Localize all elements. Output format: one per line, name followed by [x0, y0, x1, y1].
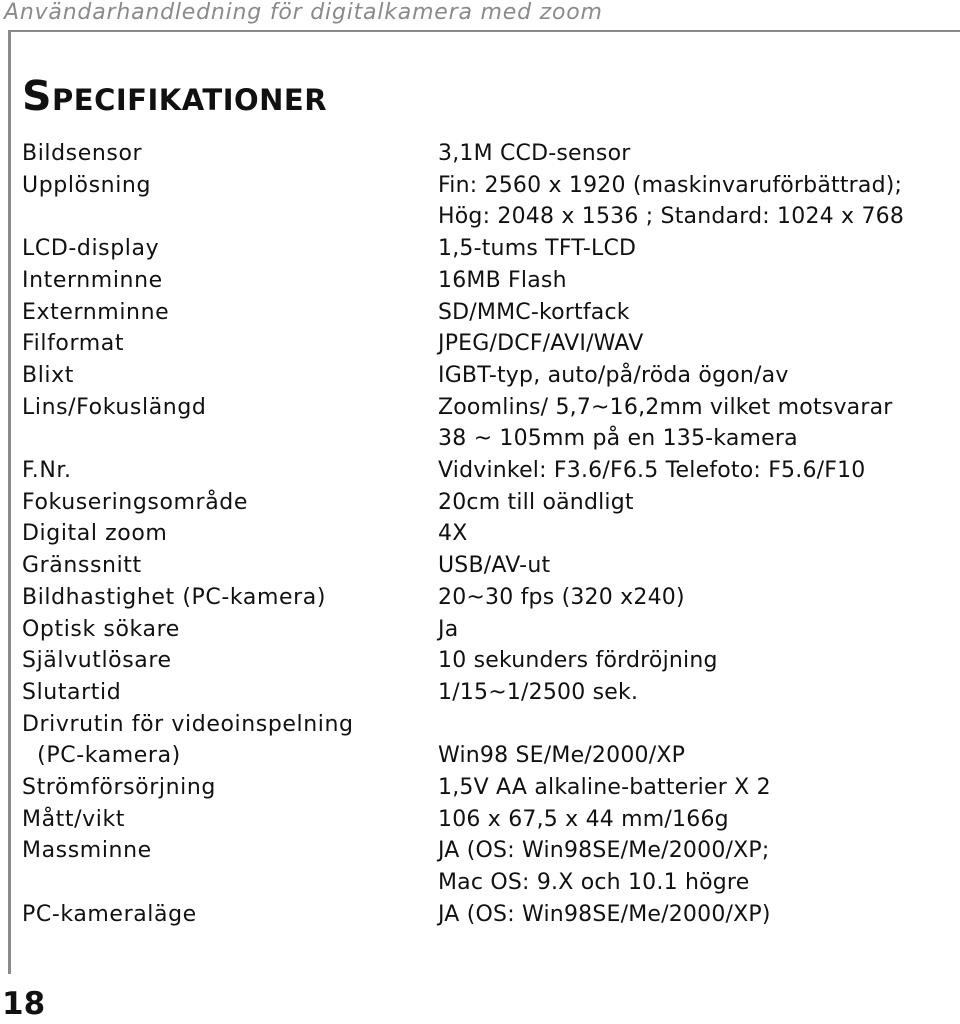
page-number: 18 [2, 986, 46, 1022]
spec-row [22, 297, 952, 329]
spec-row [22, 740, 952, 772]
spec-value [438, 487, 952, 519]
spec-row [22, 518, 952, 550]
spec-row [22, 645, 952, 677]
spec-row [22, 170, 952, 233]
spec-label: Blixt [22, 362, 74, 388]
spec-value-line: USB/AV-ut [438, 553, 551, 579]
spec-label: Externminne [22, 299, 170, 325]
spec-value-line: Zoomlins/ 5,7~16,2mm vilket motsvarar [438, 394, 893, 420]
spec-label: Digital zoom [22, 521, 168, 547]
spec-row [22, 899, 952, 931]
spec-label: Självutlösare [22, 648, 172, 674]
page-title: Specifikationer [22, 72, 328, 120]
spec-value [438, 233, 952, 265]
spec-value [438, 138, 952, 170]
spec-value-line: 10 sekunders fördröjning [438, 648, 718, 674]
spec-value [438, 392, 952, 455]
spec-label: Bildsensor [22, 141, 143, 166]
spec-row [22, 360, 952, 392]
spec-value-line: 38 ~ 105mm på en 135-kamera [438, 426, 798, 452]
spec-row [22, 614, 952, 646]
spec-label: Filformat [22, 331, 125, 357]
spec-value-line: SD/MMC-kortfack [438, 299, 630, 325]
spec-row [22, 328, 952, 360]
spec-value [438, 835, 952, 898]
spec-value [438, 360, 952, 392]
spec-value [438, 804, 952, 836]
spec-label: Slutartid [22, 679, 122, 705]
spec-label: Lins/Fokuslängd [22, 394, 207, 420]
spec-label: Internminne [22, 267, 163, 293]
spec-value-line: Mac OS: 9.X och 10.1 högre [438, 870, 750, 896]
spec-value-line: 1/15~1/2500 sek. [438, 679, 639, 705]
spec-label: Upplösning [22, 172, 152, 198]
spec-value [438, 328, 952, 360]
spec-row [22, 677, 952, 709]
spec-row [22, 772, 952, 804]
spec-value-line: 1,5-tums TFT-LCD [438, 236, 637, 262]
spec-value-line: JA (OS: Win98SE/Me/2000/XP; [438, 838, 770, 864]
spec-row [22, 487, 952, 519]
spec-label: Optisk sökare [22, 616, 180, 642]
spec-value-line: Win98 SE/Me/2000/XP [438, 743, 686, 769]
spec-value [438, 265, 952, 297]
spec-row [22, 582, 952, 614]
spec-value-line: 1,5V AA alkaline-batterier X 2 [438, 775, 771, 801]
spec-value-line: 16MB Flash [438, 267, 567, 293]
spec-value-line: 4X [438, 521, 468, 547]
spec-value [438, 582, 952, 614]
spec-value-line: 3,1M CCD-sensor [438, 141, 631, 166]
spec-value [438, 614, 952, 646]
spec-value [438, 170, 952, 233]
spec-row [22, 835, 952, 898]
spec-label: F.Nr. [22, 458, 72, 484]
spec-value-line: JA (OS: Win98SE/Me/2000/XP) [438, 901, 771, 927]
spec-label: LCD-display [22, 236, 160, 262]
spec-value-line: Vidvinkel: F3.6/F6.5 Telefoto: F5.6/F10 [438, 458, 866, 484]
spec-label: Bildhastighet (PC-kamera) [22, 584, 327, 610]
spec-value [438, 677, 952, 709]
spec-value [438, 297, 952, 329]
spec-row [22, 233, 952, 265]
spec-row [22, 392, 952, 455]
spec-row [22, 804, 952, 836]
spec-label: Drivrutin för videoinspelning [22, 711, 354, 737]
spec-value-line: IGBT-typ, auto/på/röda ögon/av [438, 362, 789, 388]
spec-label: PC-kameraläge [22, 901, 197, 927]
spec-value [438, 455, 952, 487]
spec-value-line: 20~30 fps (320 x240) [438, 584, 685, 610]
spec-value [438, 550, 952, 582]
spec-label: Mått/vikt [22, 806, 126, 832]
spec-value-line: 20cm till oändligt [438, 489, 634, 515]
spec-row [22, 138, 952, 170]
spec-label: Strömförsörjning [22, 775, 216, 801]
spec-value [438, 899, 952, 931]
spec-value [438, 740, 952, 772]
spec-value-line: Fin: 2560 x 1920 (maskinvaruförbättrad); [438, 172, 903, 198]
frame-top-rule [8, 30, 960, 32]
spec-value [438, 772, 952, 804]
spec-table [22, 138, 952, 931]
spec-row [22, 455, 952, 487]
spec-value-line: Hög: 2048 x 1536 ; Standard: 1024 x 768 [438, 204, 905, 230]
spec-value-line: JPEG/DCF/AVI/WAV [438, 331, 644, 357]
spec-value [438, 645, 952, 677]
spec-value [438, 518, 952, 550]
spec-label: Massminne [22, 838, 152, 864]
spec-label: Gränssnitt [22, 553, 142, 579]
spec-value-line: Ja [438, 616, 459, 642]
spec-row [22, 709, 952, 741]
spec-value-line: 106 x 67,5 x 44 mm/166g [438, 806, 729, 832]
spec-row [22, 265, 952, 297]
spec-label: (PC-kamera) [22, 743, 181, 769]
running-header: Användarhandledning för digitalkamera med zoom [4, 0, 603, 25]
spec-row [22, 550, 952, 582]
frame-left-rule [8, 30, 11, 974]
spec-label: Fokuseringsområde [22, 489, 248, 515]
